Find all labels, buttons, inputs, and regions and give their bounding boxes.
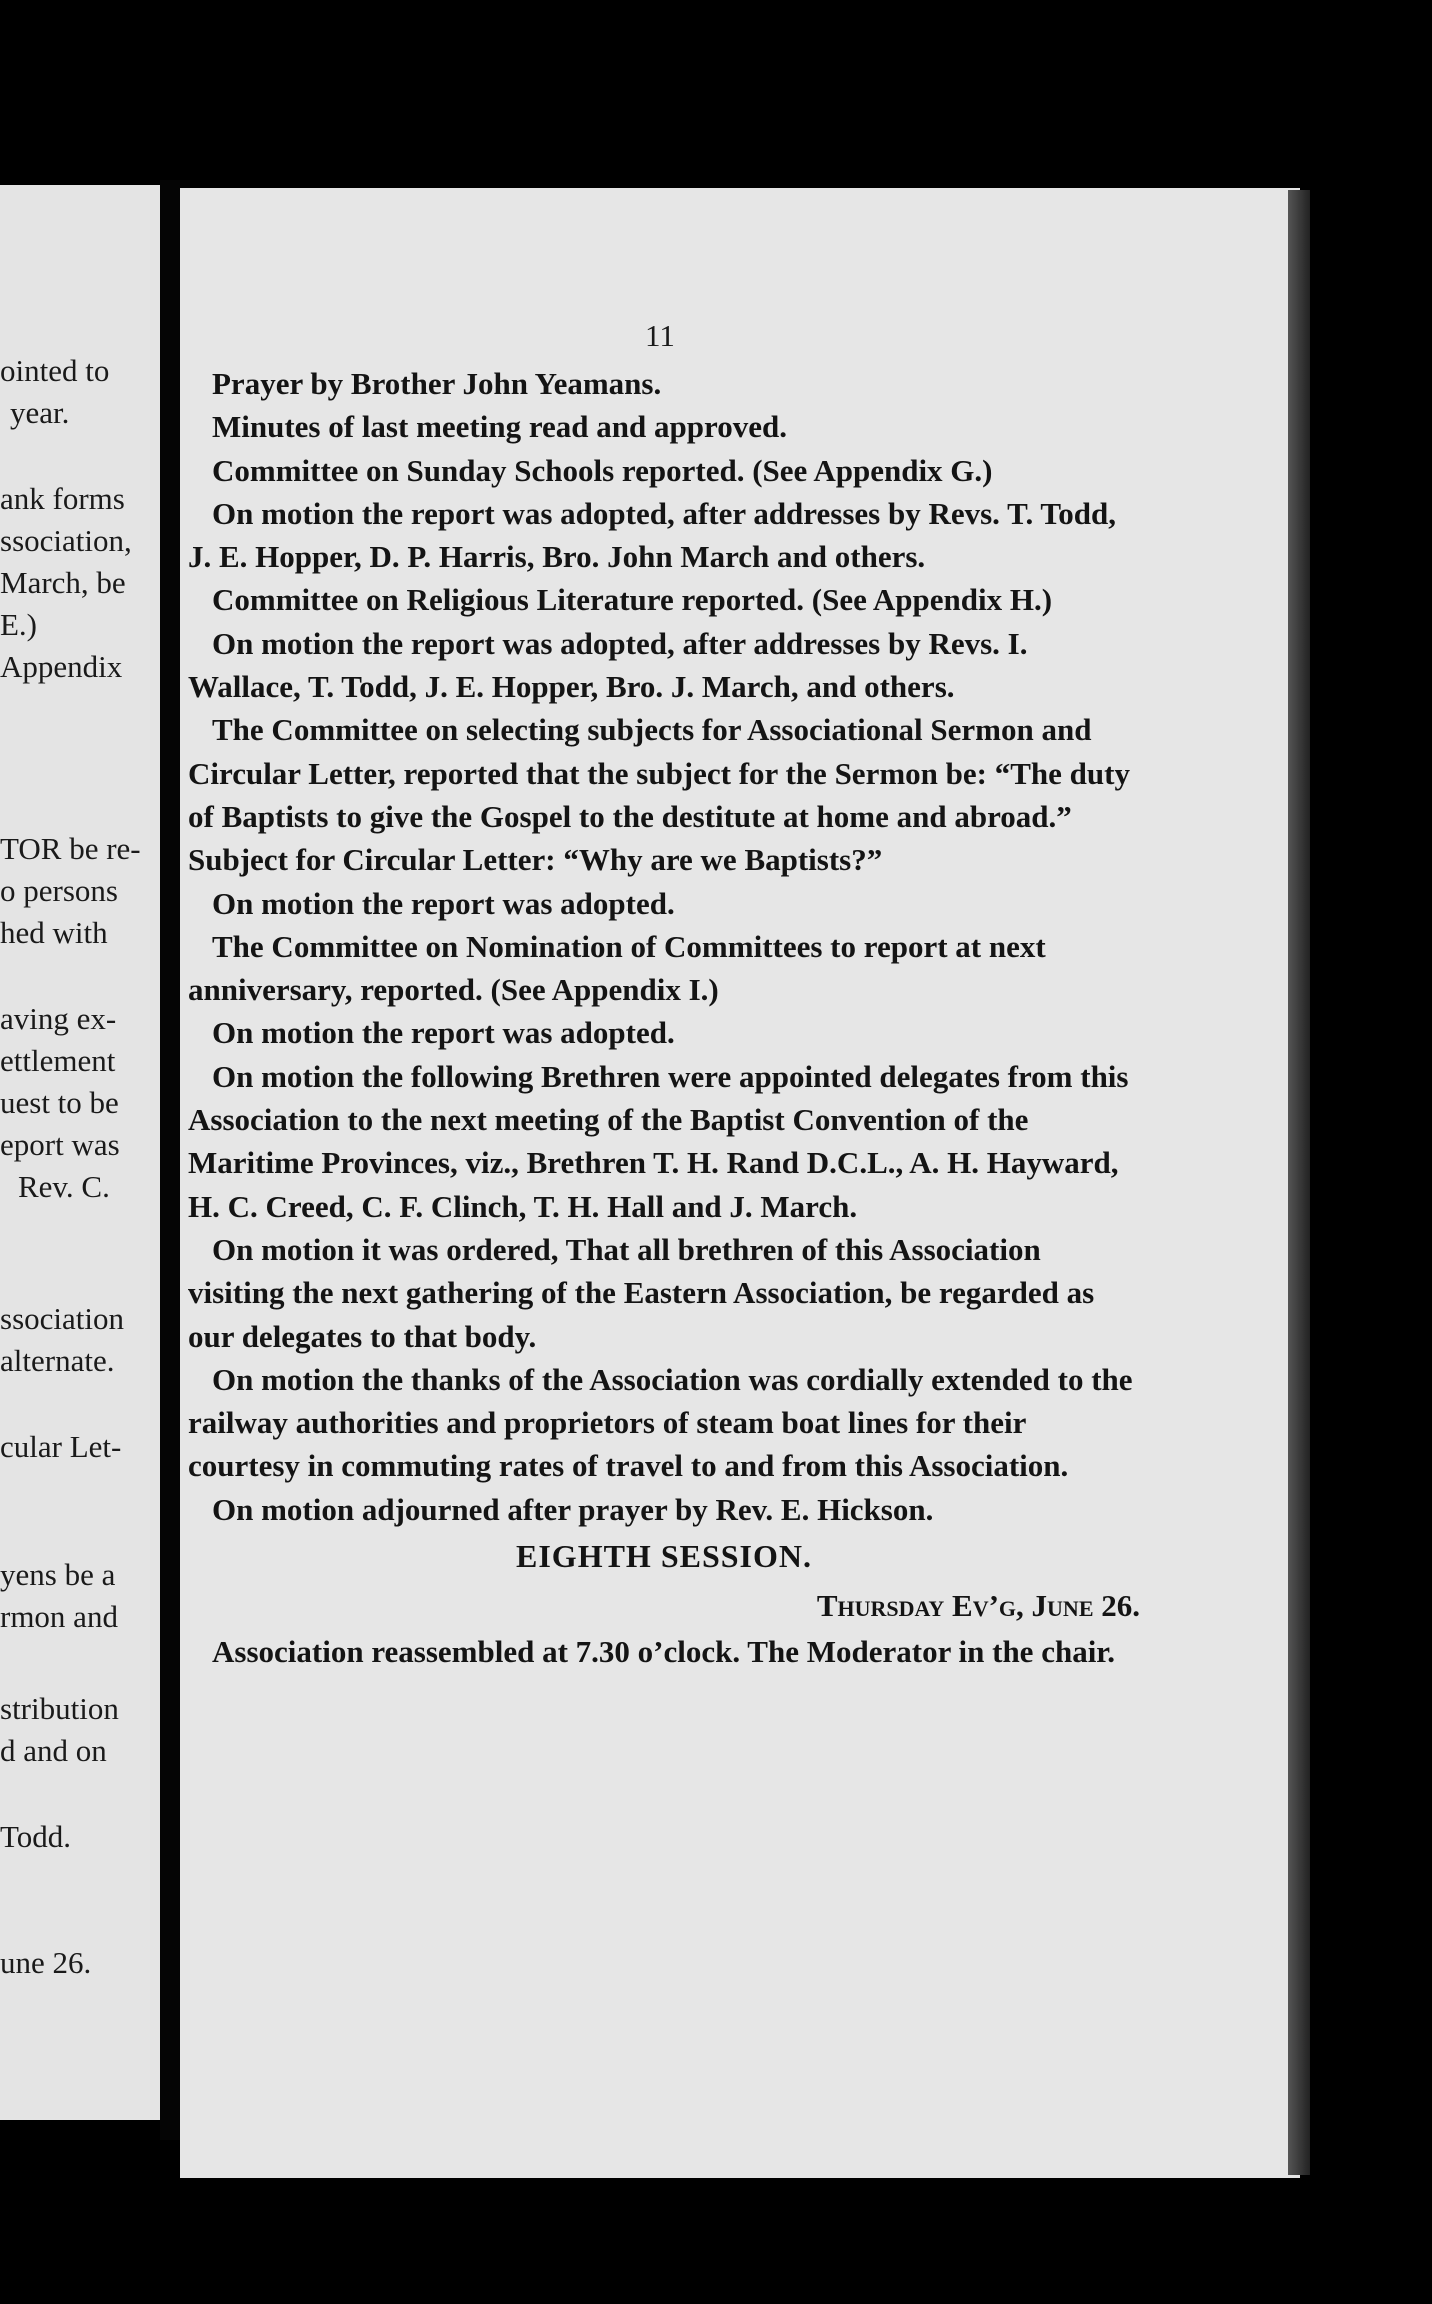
- left-fragment: eport was: [0, 1127, 120, 1162]
- paragraph: The Committee on selecting subjects for Associational Sermon and Circular Letter, reported that the subject for the Sermon be: “The duty of Baptists to give the Gospel to the destitute at home and abroad.” Subject for Circular Letter: “Why are we Baptists?”: [188, 712, 1130, 878]
- left-fragment: alternate.: [0, 1343, 115, 1378]
- body-text: [188, 362, 1140, 1673]
- left-fragment: uest to be: [0, 1085, 119, 1120]
- scan-border: [0, 2260, 1432, 2304]
- paragraph: Minutes of last meeting read and approved.: [212, 409, 787, 445]
- left-fragment: d and on: [0, 1733, 107, 1768]
- page-number: 11: [645, 318, 675, 353]
- left-fragment: rmon and: [0, 1599, 118, 1634]
- paragraph: On motion the report was adopted.: [212, 885, 675, 921]
- left-fragment: ssociation,: [0, 523, 132, 558]
- left-fragment: hed with: [0, 915, 108, 950]
- left-fragment: stribution: [0, 1691, 119, 1726]
- paragraph: Prayer by Brother John Yeamans.: [212, 366, 662, 401]
- paragraph: Committee on Sunday Schools reported. (See Appendix G.): [212, 452, 993, 488]
- left-page-margin: [0, 185, 160, 2120]
- left-fragment: o persons: [0, 873, 118, 908]
- left-fragment: March, be: [0, 565, 126, 600]
- paragraph: On motion the thanks of the Association was cordially extended to the railway authorities and proprietors of steam boat lines for their courtesy in commuting rates of travel to and from this Association.: [188, 1361, 1133, 1484]
- paragraph: On motion the following Brethren were appointed delegates from this Association to the next meeting of the Baptist Convention of the Maritime Provinces, viz., Brethren T. H. Rand D.C.L., A. H. Hayward, H. C. Creed, C. F. Clinch, T. H. Hall and J. March.: [188, 1058, 1129, 1224]
- paragraph: Association reassembled at 7.30 o’clock. The Moderator in the chair.: [212, 1633, 1115, 1669]
- session-heading: EIGHTH SESSION.: [516, 1538, 812, 1575]
- paragraph: The Committee on Nomination of Committees to report at next anniversary, reported. (See Appendix I.): [188, 928, 1046, 1008]
- left-fragment: Appendix: [0, 649, 123, 684]
- left-fragment: ettlement: [0, 1043, 116, 1078]
- left-fragment: Todd.: [0, 1819, 72, 1854]
- left-fragment: year.: [10, 395, 70, 430]
- left-fragment: TOR be re-: [0, 831, 141, 866]
- page-edge: [1288, 190, 1310, 2175]
- left-fragment: E.): [0, 607, 38, 642]
- left-fragment: ointed to: [0, 353, 110, 388]
- paragraph: On motion adjourned after prayer by Rev. E. Hickson.: [212, 1491, 934, 1527]
- left-fragment: ank forms: [0, 481, 125, 516]
- left-fragment: cular Let-: [0, 1429, 122, 1464]
- left-fragment: Rev. C.: [18, 1169, 110, 1204]
- paragraph: On motion it was ordered, That all brethren of this Association visiting the next gathering of the Eastern Association, be regarded as our delegates to that body.: [188, 1231, 1095, 1354]
- left-fragment: ssociation: [0, 1301, 124, 1336]
- paragraph: On motion the report was adopted, after addresses by Revs. T. Todd, J. E. Hopper, D. P. Harris, Bro. John March and others.: [188, 495, 1116, 575]
- left-fragment: yens be a: [0, 1557, 116, 1592]
- paragraph: On motion the report was adopted.: [212, 1015, 675, 1051]
- left-fragment: aving ex-: [0, 1001, 117, 1036]
- paragraph: Committee on Religious Literature reported. (See Appendix H.): [212, 582, 1053, 618]
- dateline: Thursday Ev’g, June 26.: [816, 1588, 1140, 1624]
- paragraph: On motion the report was adopted, after addresses by Revs. I. Wallace, T. Todd, J. E. Hopper, Bro. J. March, and others.: [188, 625, 1028, 705]
- left-fragment: une 26.: [0, 1945, 92, 1980]
